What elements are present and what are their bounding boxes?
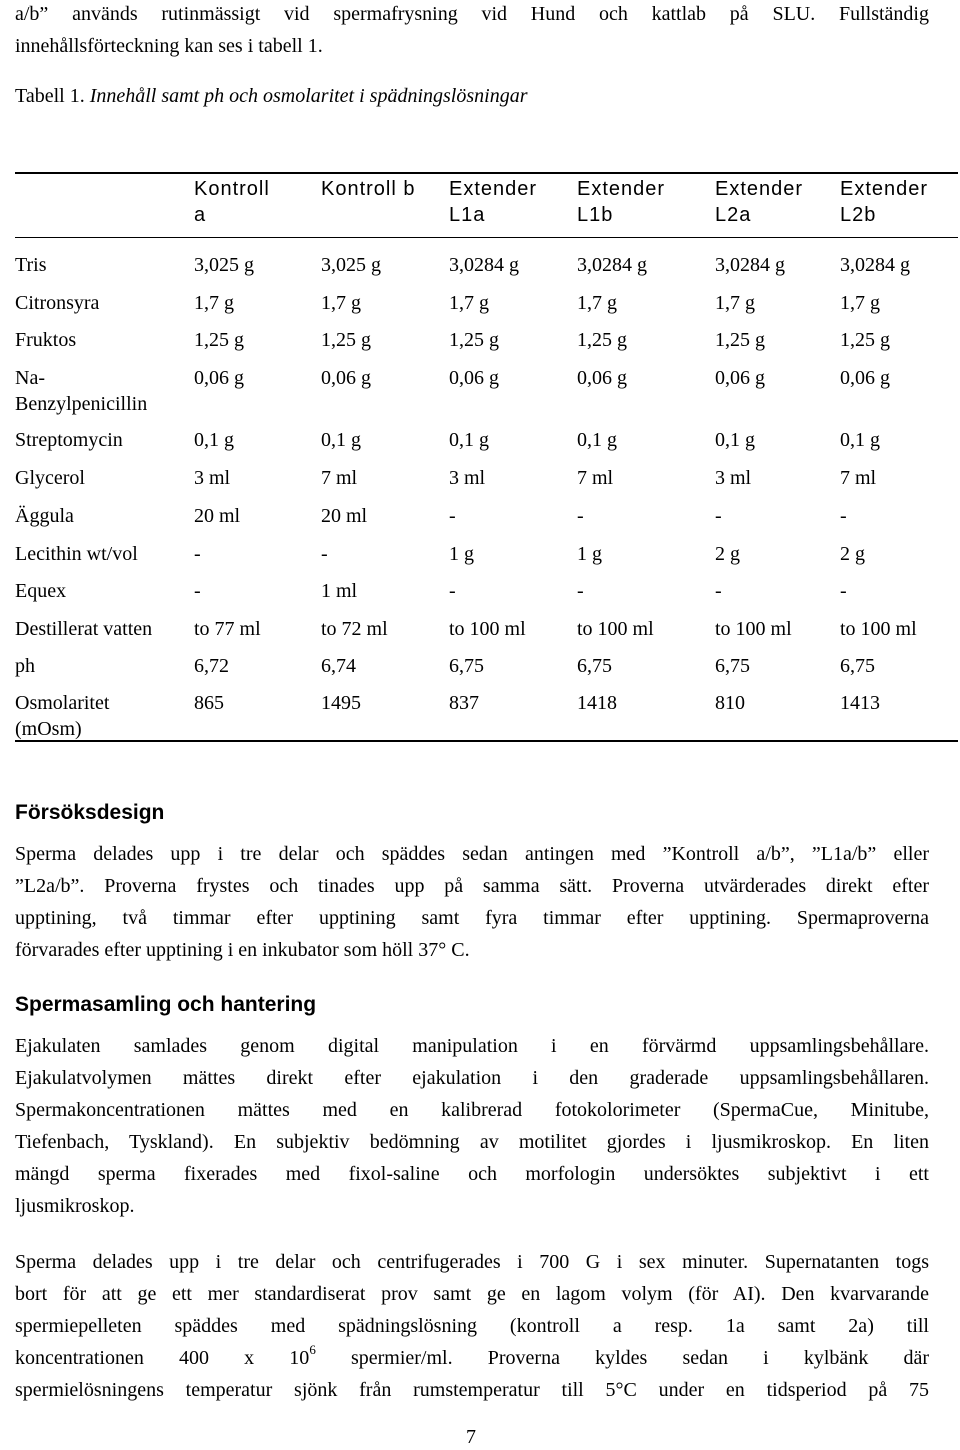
table-cell: 1,7 g <box>840 292 880 314</box>
table-cell: 865 <box>194 692 224 714</box>
row-label <box>15 578 66 604</box>
row-label-line: Lecithin wt/vol <box>15 543 138 565</box>
table-cell: to 100 ml <box>715 618 792 640</box>
row-label <box>15 616 152 642</box>
table-cell: 1,7 g <box>194 292 234 314</box>
table-cell: 1,25 g <box>321 329 371 351</box>
column-header-line: Extender <box>840 178 929 200</box>
table-cell: 6,72 <box>194 655 229 677</box>
table-cell: 2 g <box>715 543 740 565</box>
table-cell: 7 ml <box>321 467 358 489</box>
row-label-line: Equex <box>15 580 67 602</box>
column-header-line: Extender <box>449 178 538 200</box>
table-caption-label: Tabell 1. <box>15 85 85 107</box>
row-label <box>15 653 35 679</box>
row-label <box>15 252 47 278</box>
section-heading-forsoksdesign: Försöksdesign <box>15 801 165 824</box>
table-cell: 3,0284 g <box>840 254 910 276</box>
column-header <box>194 176 270 228</box>
table-cell: 6,75 <box>840 655 875 677</box>
table-cell: to 72 ml <box>321 618 388 640</box>
column-header <box>449 176 537 228</box>
row-label-line: ph <box>15 655 35 677</box>
table-header-rule <box>15 237 958 238</box>
table-cell: 1,25 g <box>840 329 890 351</box>
table-cell: 837 <box>449 692 479 714</box>
table-cell: - <box>449 580 456 602</box>
table-cell: 1 g <box>449 543 474 565</box>
table-cell: 3,0284 g <box>577 254 647 276</box>
table-cell: 0,06 g <box>194 367 244 389</box>
paragraph-line: förvarades efter upptining i en inkubator som höll 37° C. <box>15 939 470 961</box>
table-cell: 6,75 <box>715 655 750 677</box>
table-caption <box>15 80 527 112</box>
table-cell: 0,06 g <box>577 367 627 389</box>
table-cell: 3,0284 g <box>715 254 785 276</box>
table-cell: 6,75 <box>577 655 612 677</box>
row-label <box>15 465 85 491</box>
paragraph-line: ljusmikroskop. <box>15 1195 135 1217</box>
paragraph-line: spermielösningens temperatur sjönk från rumstemperatur till 5°C under en tidsperiod på 75 <box>15 1379 929 1401</box>
paragraph-line: upptining, två timmar efter upptining samt fyra timmar efter upptining. Spermaproverna <box>15 907 929 929</box>
row-label-line: (mOsm) <box>15 718 82 740</box>
table-cell: - <box>715 580 722 602</box>
table-cell: 0,06 g <box>840 367 890 389</box>
table-cell: 3 ml <box>194 467 231 489</box>
column-header-line: Kontroll <box>194 178 270 200</box>
row-label <box>15 427 123 453</box>
table-cell: 20 ml <box>194 505 241 527</box>
row-label <box>15 290 99 316</box>
table-cell: 0,1 g <box>840 429 880 451</box>
row-label-line: Destillerat vatten <box>15 618 153 640</box>
table-cell: 3,025 g <box>321 254 381 276</box>
row-label-line: Benzylpenicillin <box>15 393 148 415</box>
table-cell: - <box>840 580 847 602</box>
paragraph-line: bort för att ge ett mer standardiserat prov samt ge en lagom volym (för AI). Den kvarvarande <box>15 1283 929 1305</box>
table-cell: to 77 ml <box>194 618 261 640</box>
table-cell: to 100 ml <box>840 618 917 640</box>
intro-line-2: innehållsförteckning kan ses i tabell 1. <box>15 35 323 57</box>
row-label <box>15 503 74 529</box>
page-number: 7 <box>466 1426 476 1448</box>
table-cell: 7 ml <box>577 467 614 489</box>
paragraph-line: ”L2a/b”. Proverna frystes och tinades upp på samma sätt. Proverna utvärderades direkt efter <box>15 875 929 897</box>
column-header <box>321 176 416 228</box>
table-cell: 3,025 g <box>194 254 254 276</box>
table-cell: - <box>321 543 328 565</box>
table-cell: 1,25 g <box>715 329 765 351</box>
exponent: 6 <box>309 1342 316 1358</box>
table-cell: 2 g <box>840 543 865 565</box>
table-cell: 6,74 <box>321 655 356 677</box>
table-cell: - <box>840 505 847 527</box>
table-cell: 1,7 g <box>715 292 755 314</box>
table-caption-text: Innehåll samt ph och osmolaritet i spädningslösningar <box>89 85 528 107</box>
column-header-line: a <box>194 204 207 226</box>
table-cell: 1 g <box>577 543 602 565</box>
row-label <box>15 365 147 417</box>
column-header-line: Kontroll b <box>321 178 416 200</box>
concentration-text: koncentrationen 400 x 10 <box>15 1347 310 1369</box>
table-cell: 0,1 g <box>194 429 234 451</box>
column-header-line: L1a <box>449 204 486 226</box>
table-cell: 1418 <box>577 692 617 714</box>
column-header-line: L2b <box>840 204 877 226</box>
column-header <box>577 176 665 228</box>
table-cell: 7 ml <box>840 467 877 489</box>
table-cell: - <box>194 543 201 565</box>
column-header-line: L1b <box>577 204 614 226</box>
row-label-line: Citronsyra <box>15 292 100 314</box>
table-cell: 1,7 g <box>321 292 361 314</box>
table-cell: 20 ml <box>321 505 368 527</box>
column-header <box>715 176 803 228</box>
concentration-text-rest: spermier/ml. Proverna kyldes sedan i kylbänk där <box>315 1347 930 1369</box>
column-header-line: Extender <box>577 178 666 200</box>
column-header-line: L2a <box>715 204 752 226</box>
table-cell: 6,75 <box>449 655 484 677</box>
paragraph-line: Ejakulatvolymen mättes direkt efter ejakulation i den graderade uppsamlingsbehållaren. <box>15 1067 929 1089</box>
table-cell: 1,7 g <box>577 292 617 314</box>
paragraph-line: Sperma delades upp i tre delar och späddes sedan antingen med ”Kontroll a/b”, ”L1a/b” eller <box>15 843 929 865</box>
table-cell: 1495 <box>321 692 361 714</box>
row-label-line: Streptomycin <box>15 429 123 451</box>
row-label-line: Glycerol <box>15 467 85 489</box>
table-cell: 1,25 g <box>194 329 244 351</box>
table-cell: 3,0284 g <box>449 254 519 276</box>
column-header-line <box>321 202 416 228</box>
paragraph-line: mängd sperma fixerades med fixol-saline och morfologin undersöktes subjektivt i ett <box>15 1163 929 1185</box>
row-label <box>15 541 138 567</box>
table-cell: 1,25 g <box>577 329 627 351</box>
table-cell: 0,06 g <box>715 367 765 389</box>
table-cell: 1,25 g <box>449 329 499 351</box>
table-cell: 1,7 g <box>449 292 489 314</box>
table-top-rule <box>15 172 958 174</box>
table-bottom-rule <box>15 740 958 742</box>
paragraph-line: Spermakoncentrationen mättes med en kalibrerad fotokolorimeter (SpermaCue, Minitube, <box>15 1099 929 1121</box>
table-cell: 0,1 g <box>577 429 617 451</box>
row-label-line: Äggula <box>15 505 74 527</box>
section-heading-spermasamling: Spermasamling och hantering <box>15 993 317 1016</box>
table-cell: - <box>577 580 584 602</box>
table-cell: 0,1 g <box>715 429 755 451</box>
paragraph-line-with-exponent <box>15 1342 929 1374</box>
table-cell: 810 <box>715 692 745 714</box>
row-label <box>15 327 76 353</box>
paragraph-line: spermiepelleten späddes med spädningslösning (kontroll a resp. 1a samt 2a) till <box>15 1315 929 1337</box>
paragraph-line: Ejakulaten samlades genom digital manipulation i en förvärmd uppsamlingsbehållare. <box>15 1035 929 1057</box>
table-cell: to 100 ml <box>577 618 654 640</box>
table-cell: 1 ml <box>321 580 358 602</box>
table-cell: 0,1 g <box>449 429 489 451</box>
row-label <box>15 690 109 742</box>
column-header <box>840 176 928 228</box>
intro-line-1: a/b” används rutinmässigt vid spermafrysning vid Hund och kattlab på SLU. Fullständig <box>15 3 929 25</box>
row-label-line: Tris <box>15 254 47 276</box>
paragraph-line: Tiefenbach, Tyskland). En subjektiv bedömning av motilitet gjordes i ljusmikroskop. En liten <box>15 1131 929 1153</box>
column-header-line: Extender <box>715 178 804 200</box>
row-label-line: Na- <box>15 367 45 389</box>
table-cell: to 100 ml <box>449 618 526 640</box>
row-label-line: Fruktos <box>15 329 77 351</box>
table-cell: 1413 <box>840 692 880 714</box>
table-cell: - <box>715 505 722 527</box>
table-cell: 0,1 g <box>321 429 361 451</box>
table-cell: - <box>577 505 584 527</box>
table-cell: 0,06 g <box>321 367 371 389</box>
paragraph-line: Sperma delades upp i tre delar och centrifugerades i 700 G i sex minuter. Supernatanten togs <box>15 1251 929 1273</box>
table-cell: - <box>449 505 456 527</box>
table-cell: - <box>194 580 201 602</box>
table-cell: 3 ml <box>449 467 486 489</box>
table-cell: 3 ml <box>715 467 752 489</box>
row-label-line: Osmolaritet <box>15 692 110 714</box>
table-cell: 0,06 g <box>449 367 499 389</box>
